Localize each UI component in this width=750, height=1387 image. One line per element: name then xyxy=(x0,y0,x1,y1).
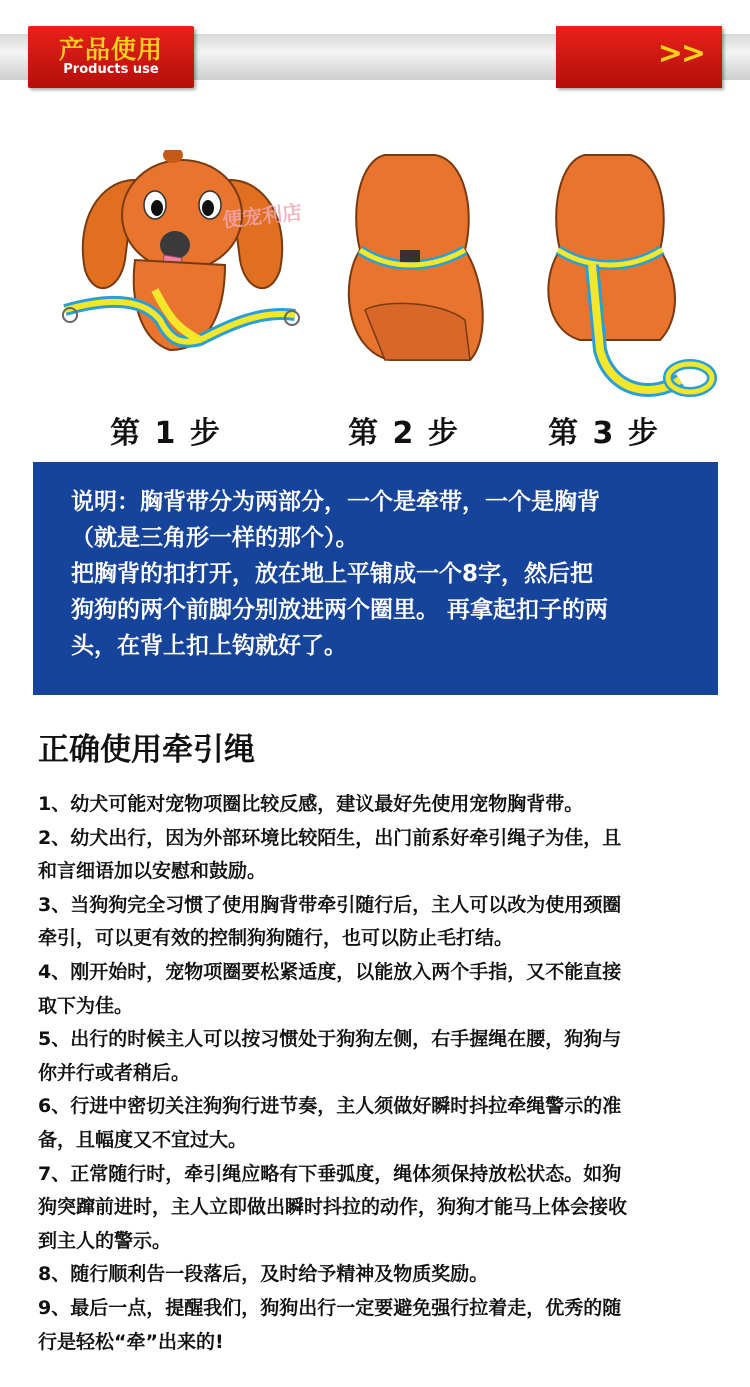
tip-line: 备，且幅度又不宜过大。 xyxy=(38,1128,248,1151)
tip-line: 9、最后一点，提醒我们，狗狗出行一定要避免强行拉着走，优秀的随 xyxy=(38,1296,622,1319)
tip-line: 到主人的警示。 xyxy=(38,1229,172,1252)
instruction-box xyxy=(33,462,718,695)
step-1-label: 第 1 步 xyxy=(110,416,222,451)
instruction-line: 把胸背的扣打开，放在地上平铺成一个8字，然后把 xyxy=(71,561,594,587)
usage-title: 正确使用牵引绳 xyxy=(38,732,255,768)
tip-line: 1、幼犬可能对宠物项圈比较反感，建议最好先使用宠物胸背带。 xyxy=(38,793,584,815)
section-banner xyxy=(0,26,750,88)
tip-line: 狗突蹿前进时，主人立即做出瞬时抖拉的动作，狗狗才能马上体会接收 xyxy=(38,1196,628,1219)
tip-line: 3、当狗狗完全习惯了使用胸背带牵引随行后，主人可以改为使用颈圈 xyxy=(38,893,622,916)
tip-line: 和言细语加以安慰和鼓励。 xyxy=(38,860,267,883)
instruction-line: 说明：胸背带分为两部分，一个是牵带，一个是胸背 xyxy=(71,489,600,515)
banner-title-en: Products use xyxy=(63,62,159,77)
double-arrow-icon: >> xyxy=(657,36,704,71)
instruction-line: 头，在背上扣上钩就好了。 xyxy=(71,633,347,659)
banner-arrow-box[interactable] xyxy=(556,26,722,88)
dog-harness-leash-image xyxy=(540,150,720,410)
banner-title-box xyxy=(28,26,194,88)
tip-line: 你并行或者稍后。 xyxy=(38,1061,191,1084)
tip-line: 8、随行顺利告一段落后，及时给予精神及物质奖励。 xyxy=(38,1263,489,1286)
usage-tips-list xyxy=(38,788,728,1359)
step-1-illustration xyxy=(60,150,260,400)
dog-harness-back-image xyxy=(330,150,500,380)
tip-line: 5、出行的时候主人可以按习惯处于狗狗左侧，右手握绳在腰，狗狗与 xyxy=(38,1028,622,1051)
tip-line: 牵引，可以更有效的控制狗狗随行，也可以防止毛打结。 xyxy=(38,927,514,950)
tip-line: 4、刚开始时，宠物项圈要松紧适度，以能放入两个手指，又不能直接 xyxy=(38,960,622,983)
tip-line: 行是轻松“牵”出来的! xyxy=(38,1330,224,1353)
step-2-label: 第 2 步 xyxy=(348,416,460,451)
dog-harness-flat-image xyxy=(60,150,305,400)
step-3-label: 第 3 步 xyxy=(548,416,660,451)
banner-title-zh: 产品使用 xyxy=(58,35,163,64)
tip-line: 取下为佳。 xyxy=(38,994,134,1017)
step-2-illustration xyxy=(330,150,530,400)
step-3-illustration xyxy=(540,150,740,400)
watermark-logo: 便宠利店 xyxy=(221,199,304,233)
instruction-line: （就是三角形一样的那个）。 xyxy=(71,525,359,551)
tip-line: 7、正常随行时，牵引绳应略有下垂弧度，绳体须保持放松状态。如狗 xyxy=(38,1162,622,1185)
instruction-line: 狗狗的两个前脚分别放进两个圈里。 再拿起扣子的两 xyxy=(71,597,609,623)
tip-line: 6、行进中密切关注狗狗行进节奏，主人须做好瞬时抖拉牵绳警示的准 xyxy=(38,1095,622,1118)
tip-line: 2、幼犬出行，因为外部环境比较陌生，出门前系好牵引绳子为佳，且 xyxy=(38,826,622,849)
